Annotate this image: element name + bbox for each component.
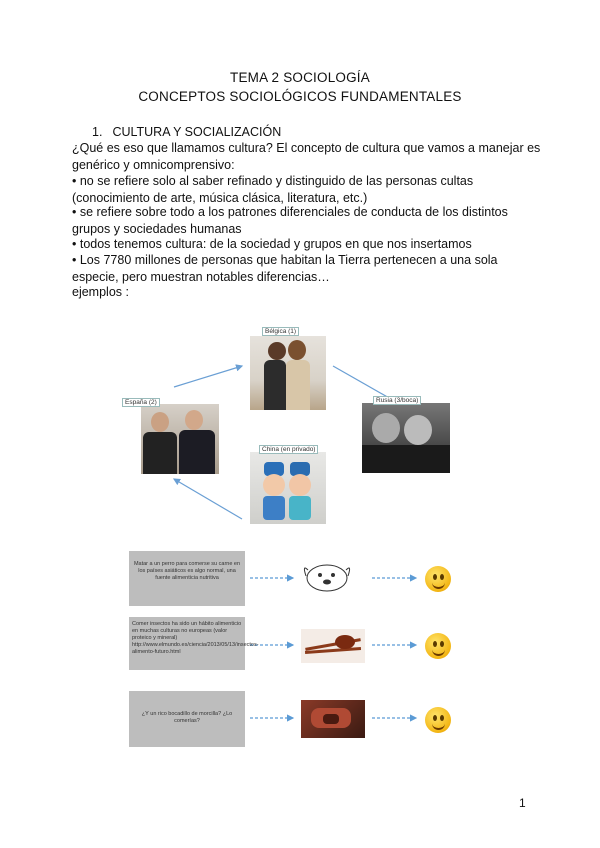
ejemplos-label: ejemplos : xyxy=(72,285,129,299)
section-label: CULTURA Y SOCIALIZACIÓN xyxy=(112,125,282,139)
caption-china: China (en privado) xyxy=(259,445,318,454)
example-card-perro: Matar a un perro para comerse su carne en los países asiáticos es algo normal, una fuente alimenticia nutritiva xyxy=(129,551,245,606)
smiley-icon xyxy=(425,707,451,733)
bullet-patrones: • se refiere sobre todo a los patrones diferenciales de conducta de los distintos grupos y sociedades humanas xyxy=(72,205,508,236)
dog-sketch-icon xyxy=(300,560,354,596)
smiley-icon xyxy=(425,566,451,592)
caption-belgica: Bélgica (1) xyxy=(262,327,299,336)
page-number: 1 xyxy=(519,796,526,810)
bullet-refinado: • no se refiere solo al saber refinado y distinguido de las personas cultas (conocimiento de arte, música clásica, literatura, etc.) xyxy=(72,174,474,205)
insect-chopsticks-photo xyxy=(301,629,365,663)
smiley-icon xyxy=(425,633,451,659)
caption-espana: España (2) xyxy=(122,398,160,407)
paragraph-intro: ¿Qué es eso que llamamos cultura? El concepto de cultura que vamos a manejar es genérico y omnicomprensivo: xyxy=(72,141,541,172)
caption-rusia: Rusia (3/boca) xyxy=(373,396,421,405)
document-title: TEMA 2 SOCIOLOGÍA xyxy=(230,70,370,85)
document-subtitle: CONCEPTOS SOCIOLÓGICOS FUNDAMENTALES xyxy=(138,89,462,104)
bullet-todos: • todos tenemos cultura: de la sociedad y grupos en que nos insertamos xyxy=(72,237,472,251)
morcilla-photo xyxy=(301,700,365,738)
section-number: 1. xyxy=(92,125,103,139)
bullet-poblacion: • Los 7780 millones de personas que habitan la Tierra pertenecen a una sola especie, pero muestran notables diferencias… xyxy=(72,253,498,284)
example-card-morcilla: ¿Y un rico bocadillo de morcilla? ¿Lo comerías? xyxy=(129,691,245,747)
example-card-insectos: Comer insectos ha sido un hábito alimenticio en muchas culturas no europeas (valor proteico y mineral) http://www.elmundo.es/ciencia/2013/05/13/insectos-alimento-futuro.html xyxy=(129,617,245,670)
